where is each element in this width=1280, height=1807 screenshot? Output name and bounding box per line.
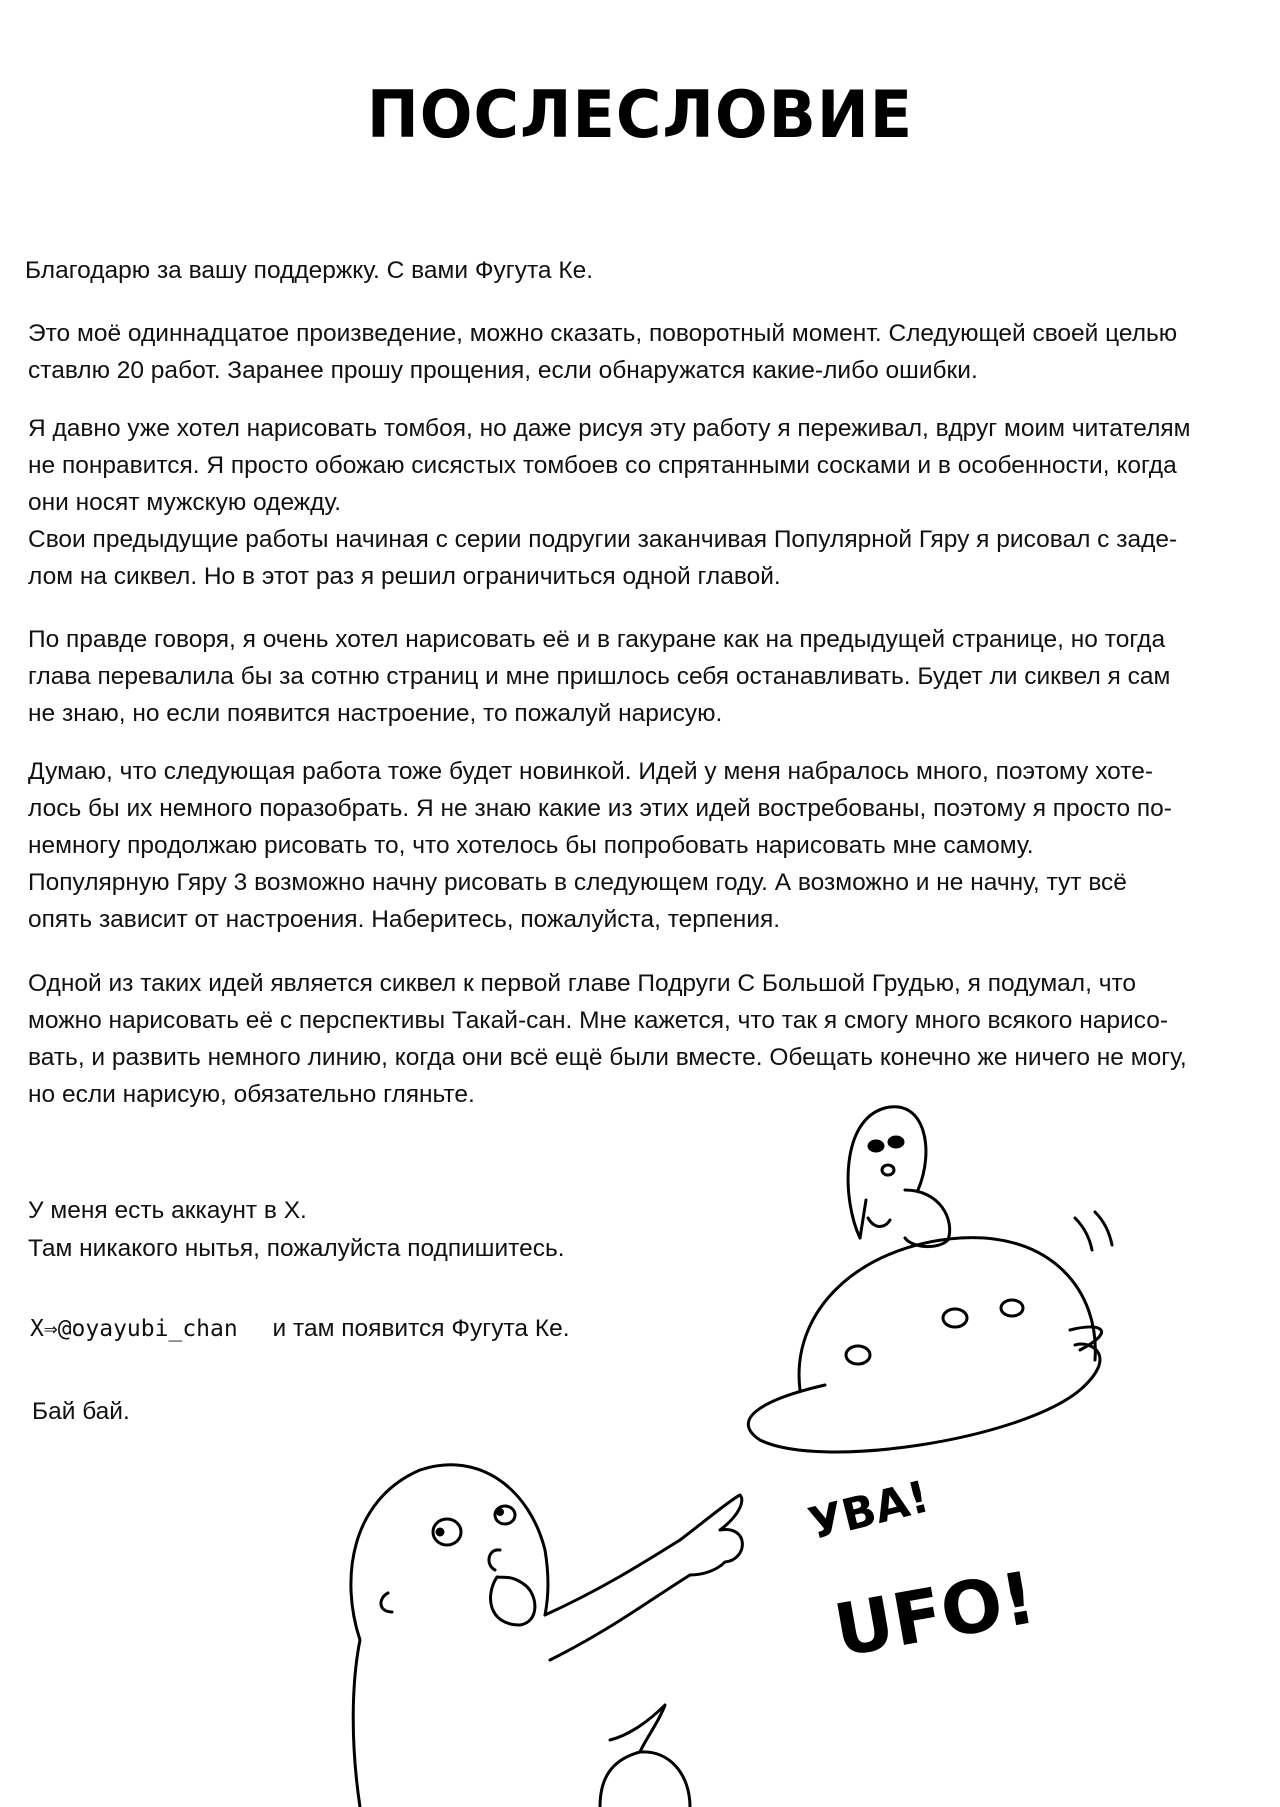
person-icon: [351, 1465, 742, 1807]
social-line-1: [28, 1192, 1253, 1229]
paragraph-4: [28, 753, 1253, 938]
shout-bottom-text: UFO!: [828, 1555, 1042, 1673]
paragraph-text: По правде говоря, я очень хотел нарисовать её и в гакуране как на предыдущей странице, но тогда глава перевалила бы за сотню страниц и мне пришлось себя останавливать. Будет ли сиквел я сам не знаю, но если появится настроение, то пожалуй нарисую.: [28, 626, 1171, 727]
paragraph-text: Думаю, что следующая работа тоже будет новинкой. Идей у меня набралось много, поэтому хоте- лось бы их немного поразобрать. Я не знаю какие из этих идей востребованы, поэтому я просто по- немногу продолжаю рисовать то, что хотелось бы попробовать нарисовать мне самому. Популярную Гяру 3 возможно начну рисовать в следующем году. А возможно и не начну, тут всё опять зависит от настроения. Наберитесь, пожалуйста, терпения.: [28, 758, 1172, 933]
handle-suffix: и там появится Фугута Ке.: [272, 1315, 570, 1342]
paragraph-3: [28, 621, 1253, 732]
paragraph-text: Я давно уже хотел нарисовать томбоя, но даже рисуя эту работу я переживал, вдруг моим читателям не понравится. Я просто обожаю сисястых томбоев со спрятанными сосками и в особенности, когда они носят мужскую одежду. Свои предыдущие работы начиная с серии подругии заканчивая Популярной Гяру я рисовал с заде- лом на сиквел. Но в этот раз я решил ограничиться одной главой.: [28, 415, 1191, 590]
greeting-line: Благодарю за вашу поддержку. С вами Фугута Ке.: [25, 257, 594, 284]
farewell-text: Бай бай.: [32, 1398, 130, 1425]
shout-top-text: УВА!: [803, 1471, 935, 1551]
page-title: ПОСЛЕСЛОВИЕ: [366, 76, 914, 153]
paragraph-1: [28, 315, 1253, 389]
x-handle-link[interactable]: X⇒@oyayubi_chan: [30, 1316, 238, 1342]
paragraph-text: Это моё одиннадцатое произведение, можно сказать, поворотный момент. Следующей своей целью ставлю 20 работ. Заранее прошу прощения, если обнаружатся какие-либо ошибки.: [28, 320, 1178, 384]
paragraph-text: Одной из таких идей является сиквел к первой главе Подруги С Большой Грудью, я подумал, что можно нарисовать её с перспективы Такай-сан. Мне кажется, что так я смогу много всякого нарисо- вать, и развить немного линию, когда они всё ещё были вместе. Обещать конечно же ничего не могу, но если нарисую, обязательно гляньте.: [28, 970, 1187, 1108]
social-text: У меня есть аккаунт в Х.: [28, 1197, 307, 1224]
social-text: Там никакого нытья, пожалуйста подпишитесь.: [28, 1235, 565, 1262]
social-handle-row: [30, 1310, 570, 1348]
paragraph-5: [28, 965, 1253, 1113]
paragraph-2: [28, 410, 1253, 595]
greeting-text: [25, 252, 1250, 289]
social-line-2: [28, 1230, 1253, 1267]
